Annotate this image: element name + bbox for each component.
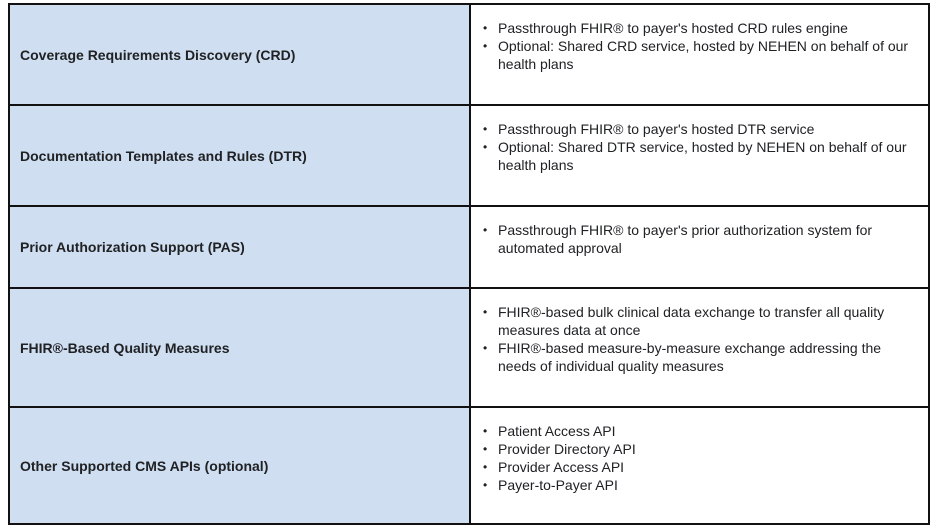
bullet-list <box>479 422 920 494</box>
bullet-text: Provider Directory API <box>498 441 636 457</box>
bullet-text: Passthrough FHIR® to payer's hosted DTR service <box>498 121 815 137</box>
capabilities-table <box>8 3 930 525</box>
row-label: Other Supported CMS APIs (optional) <box>9 407 470 524</box>
row-details <box>470 206 929 288</box>
row-label: Prior Authorization Support (PAS) <box>9 206 470 288</box>
bullet-text: Optional: Shared CRD service, hosted by NEHEN on behalf of our health plans <box>498 38 909 72</box>
bullet-icon: • <box>483 122 488 136</box>
bullet-item <box>483 221 920 257</box>
bullet-text: FHIR®-based bulk clinical data exchange to transfer all quality measures data at once <box>498 304 885 338</box>
bullet-item <box>483 19 920 37</box>
bullet-text: Passthrough FHIR® to payer's hosted CRD rules engine <box>498 20 848 36</box>
row-details <box>470 105 929 206</box>
bullet-text: Optional: Shared DTR service, hosted by NEHEN on behalf of our health plans <box>498 139 907 173</box>
bullet-item <box>483 458 920 476</box>
bullet-item <box>483 303 920 339</box>
bullet-icon: • <box>483 341 488 355</box>
bullet-item <box>483 339 920 375</box>
bullet-icon: • <box>483 21 488 35</box>
row-details <box>470 4 929 105</box>
row-details <box>470 407 929 524</box>
bullet-item <box>483 440 920 458</box>
bullet-item <box>483 476 920 494</box>
table-row <box>9 288 929 407</box>
table-row <box>9 206 929 288</box>
bullet-item <box>483 37 920 73</box>
bullet-icon: • <box>483 140 488 154</box>
table-row <box>9 407 929 524</box>
bullet-icon: • <box>483 442 488 456</box>
bullet-list <box>479 221 920 257</box>
row-details <box>470 288 929 407</box>
bullet-text: Passthrough FHIR® to payer's prior authorization system for automated approval <box>498 222 873 256</box>
row-label: Documentation Templates and Rules (DTR) <box>9 105 470 206</box>
table-row <box>9 105 929 206</box>
bullet-text: Provider Access API <box>498 459 625 475</box>
bullet-list <box>479 303 920 375</box>
row-label: Coverage Requirements Discovery (CRD) <box>9 4 470 105</box>
bullet-text: Patient Access API <box>498 423 616 439</box>
bullet-icon: • <box>483 223 488 237</box>
bullet-icon: • <box>483 460 488 474</box>
bullet-item <box>483 120 920 138</box>
bullet-list <box>479 19 920 73</box>
bullet-list <box>479 120 920 174</box>
row-label: FHIR®-Based Quality Measures <box>9 288 470 407</box>
table-row <box>9 4 929 105</box>
bullet-text: FHIR®-based measure-by-measure exchange addressing the needs of individual quality measures <box>498 340 882 374</box>
bullet-icon: • <box>483 39 488 53</box>
bullet-item <box>483 422 920 440</box>
bullet-icon: • <box>483 305 488 319</box>
bullet-item <box>483 138 920 174</box>
bullet-icon: • <box>483 478 488 492</box>
bullet-text: Payer-to-Payer API <box>498 477 618 493</box>
bullet-icon: • <box>483 424 488 438</box>
